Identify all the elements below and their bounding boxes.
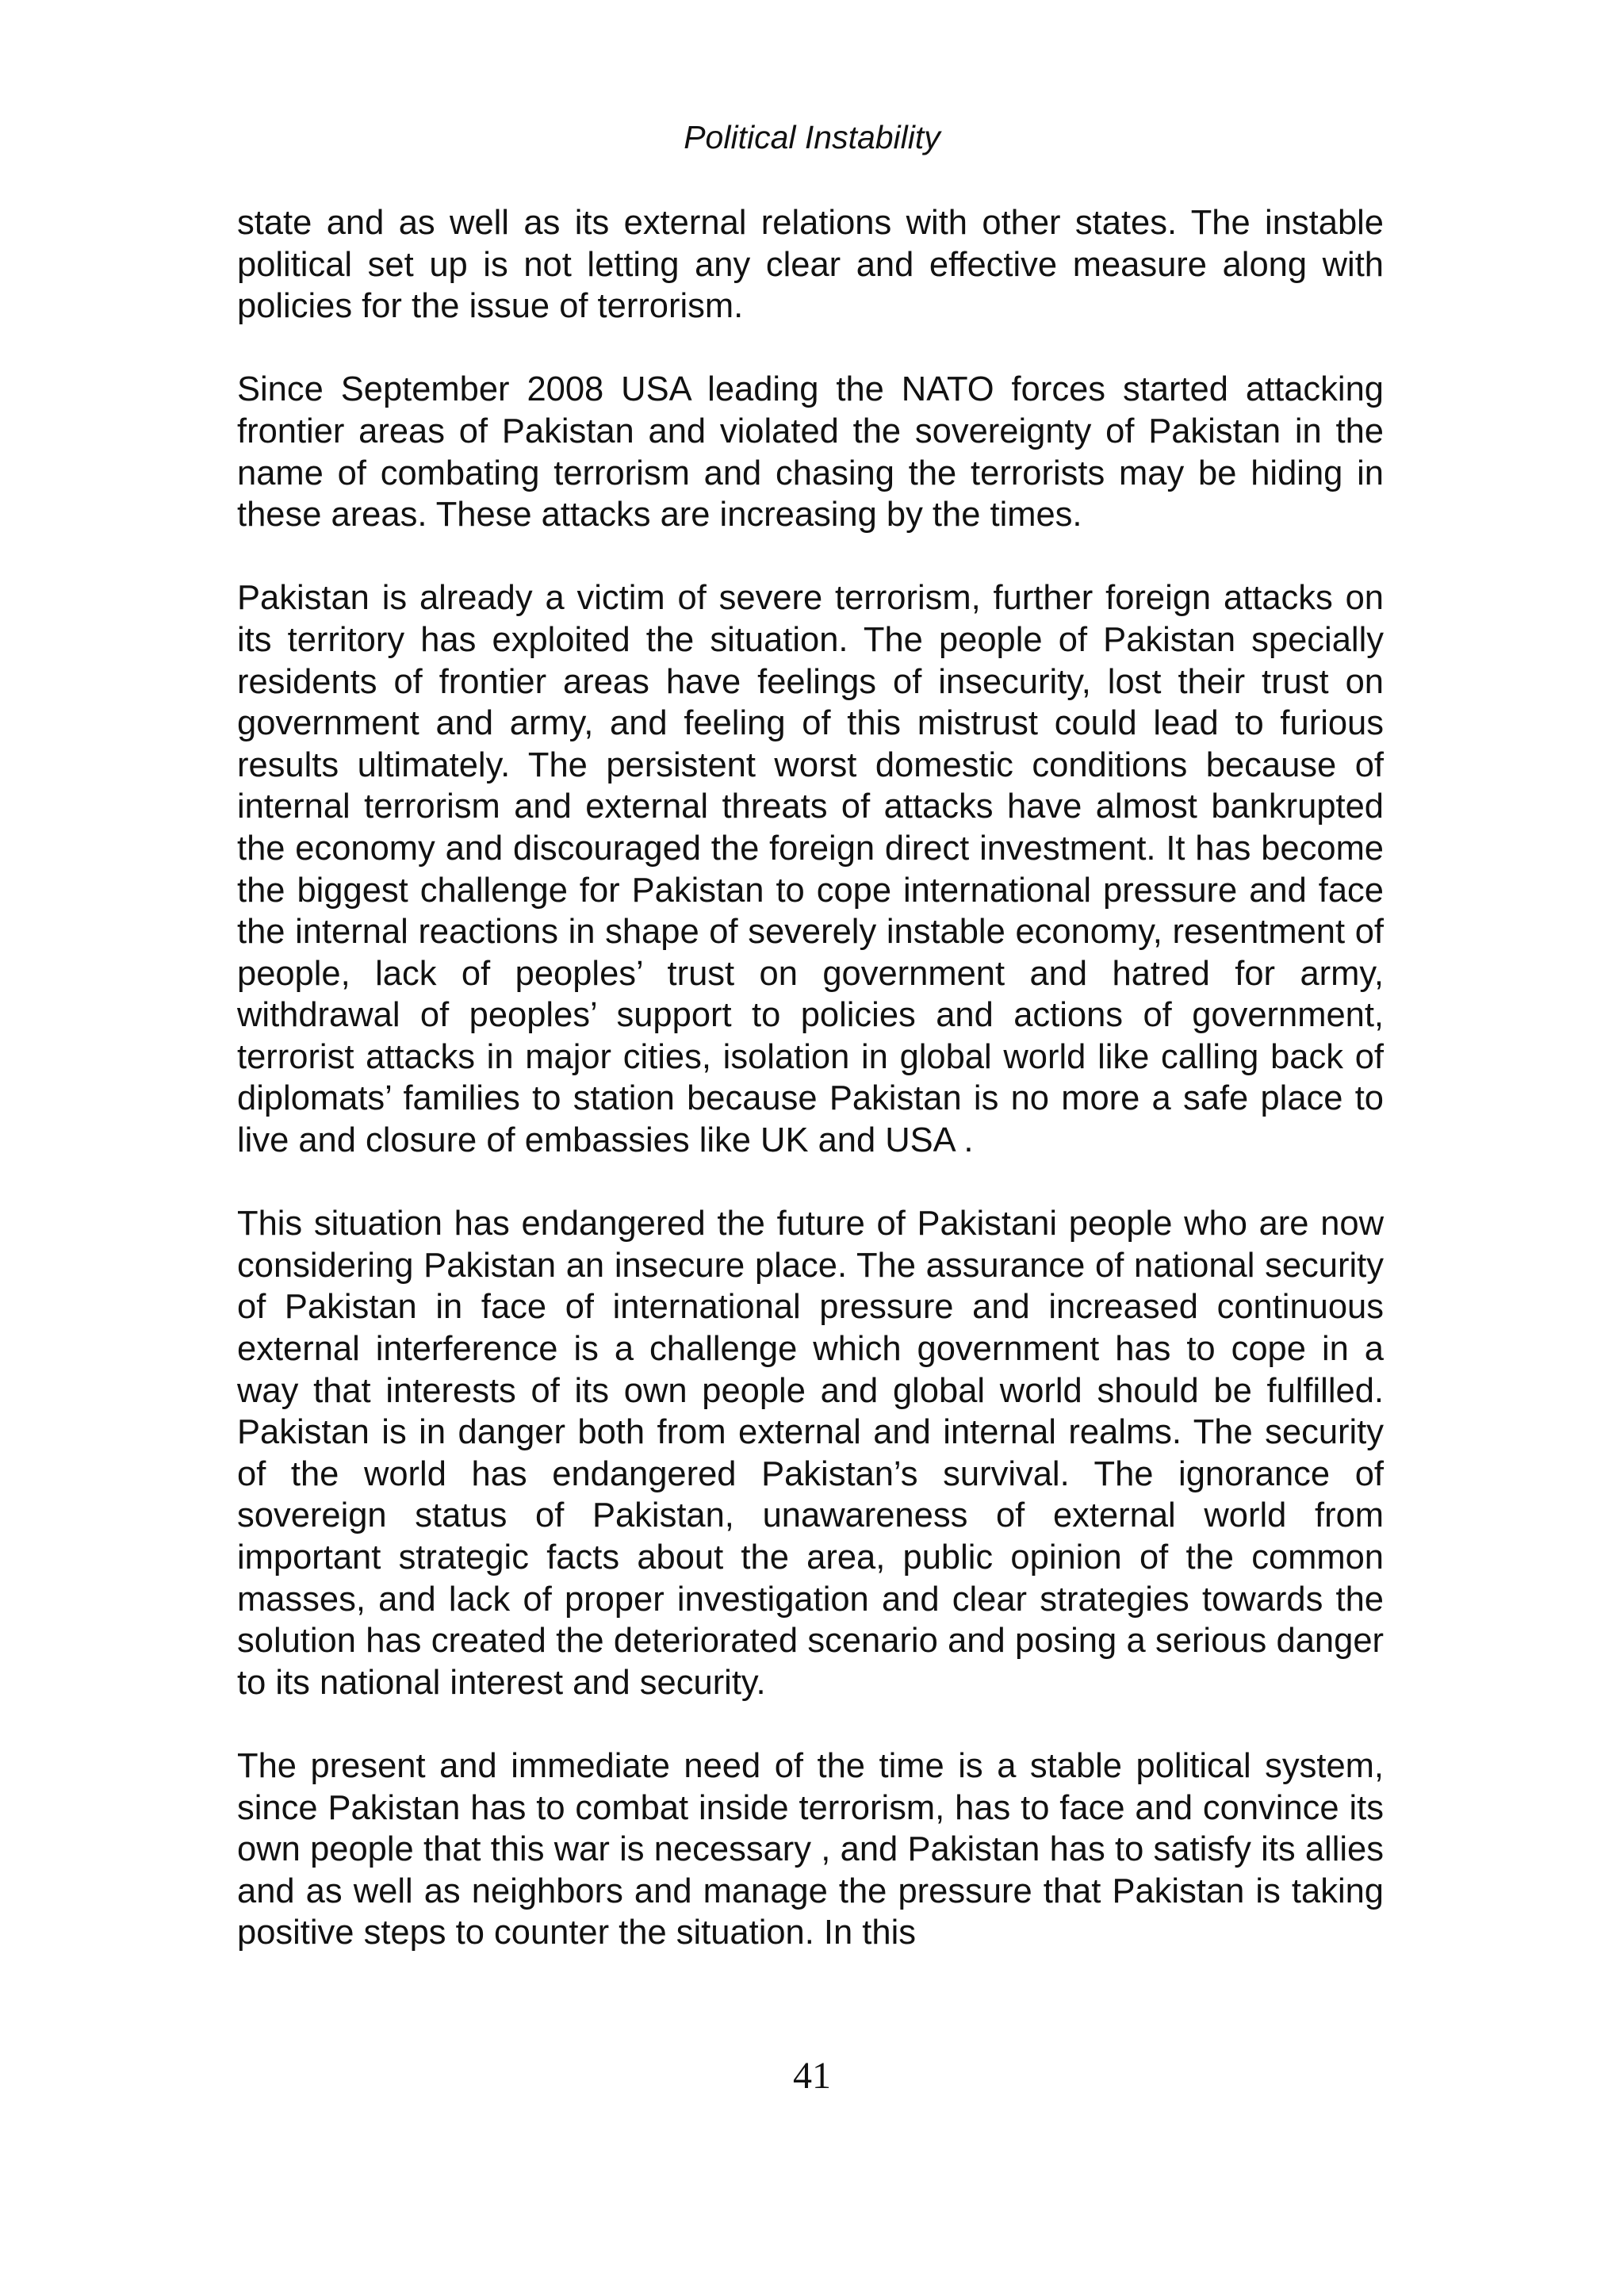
paragraph: The present and immediate need of the time is a stable political system, since Pakistan has to combat inside terrorism, has to face and convince its own people that this war is necessary , and Pakistan has to satisfy its allies and as well as neighbors and manage the pressure that Pakistan is taking positive steps to counter the situation. In this <box>237 1746 1384 1952</box>
running-header: Political Instability <box>684 119 940 155</box>
paragraph: Pakistan is already a victim of severe terrorism, further foreign attacks on its territory has exploited the situation. The people of Pakistan specially residents of frontier areas have feelings of insecurity, lost their trust on government and army, and feeling of this mistrust could lead to furious results ultimately. The persistent worst domestic conditions because of internal terrorism and external threats of attacks have almost bankrupted the economy and discouraged the foreign direct investment. It has become the biggest challenge for Pakistan to cope international pressure and face the internal reactions in shape of severely instable economy, resentment of people, lack of peoples’ trust on government and hatred for army, withdrawal of peoples’ support to policies and actions of government, terrorist attacks in major cities, isolation in global world like calling back of diplomats’ families to station because Pakistan is no more a safe place to live and closure of embassies like UK and USA . <box>237 579 1384 1160</box>
paragraph: state and as well as its external relations with other states. The instable political set up is not letting any clear and effective measure along with policies for the issue of terrorism. <box>237 204 1384 326</box>
body-text <box>237 202 1384 1954</box>
page-number: 41 <box>793 2055 831 2097</box>
paragraph: Since September 2008 USA leading the NATO forces started attacking frontier areas of Pakistan and violated the sovereignty of Pakistan in the name of combating terrorism and chasing the terrorists may be hiding in these areas. These attacks are increasing by the times. <box>237 370 1384 534</box>
paragraph: This situation has endangered the future of Pakistani people who are now considering Pakistan an insecure place. The assurance of national security of Pakistan in face of international pressure and increased continuous external interference is a challenge which government has to cope in a way that interests of its own people and global world should be fulfilled. Pakistan is in danger both from external and internal realms. The security of the world has endangered Pakistan’s survival. The ignorance of sovereign status of Pakistan, unawareness of external world from important strategic facts about the area, public opinion of the common masses, and lack of proper investigation and clear strategies towards the solution has created the deteriorated scenario and posing a serious danger to its national interest and security. <box>237 1205 1384 1702</box>
